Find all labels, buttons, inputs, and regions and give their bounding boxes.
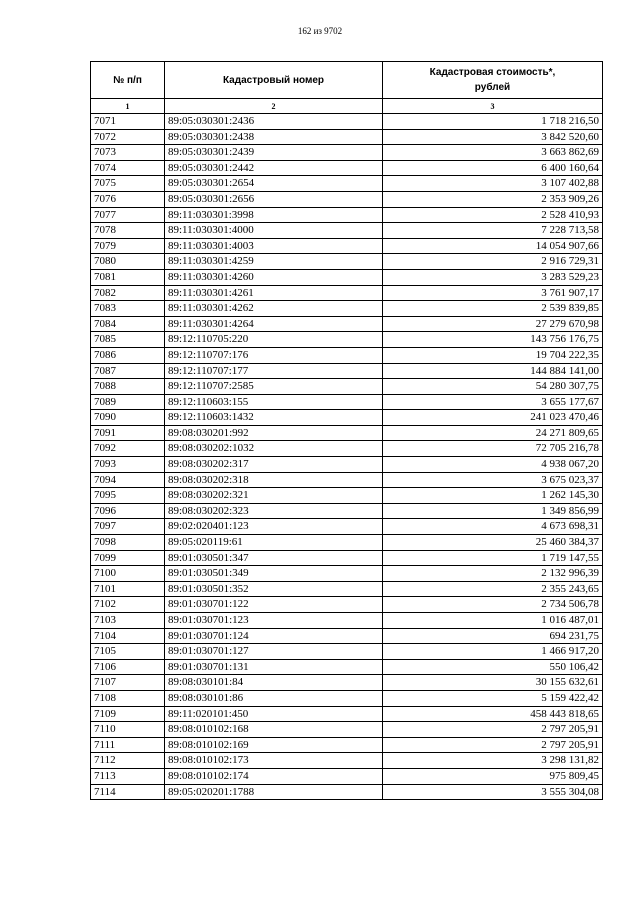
column-number-1: 1 (91, 99, 165, 114)
cadastral-value-cell: 144 884 141,00 (383, 363, 603, 379)
row-number-cell: 7079 (91, 238, 165, 254)
table-body (91, 114, 603, 800)
row-number-cell: 7103 (91, 613, 165, 629)
table-row (91, 628, 603, 644)
table-row (91, 753, 603, 769)
table-row (91, 347, 603, 363)
row-number-cell: 7080 (91, 254, 165, 270)
cadastral-number-cell: 89:05:030301:2439 (165, 145, 383, 161)
column-number-2: 2 (165, 99, 383, 114)
table-row (91, 722, 603, 738)
cadastral-number-cell: 89:05:030301:2654 (165, 176, 383, 192)
cadastral-value-cell: 72 705 216,78 (383, 441, 603, 457)
table-row (91, 597, 603, 613)
cadastral-number-cell: 89:08:010102:173 (165, 753, 383, 769)
cadastral-number-cell: 89:12:110603:155 (165, 394, 383, 410)
row-number-cell: 7098 (91, 535, 165, 551)
table-row (91, 659, 603, 675)
row-number-cell: 7113 (91, 768, 165, 784)
cadastral-number-cell: 89:08:030202:318 (165, 472, 383, 488)
table-row (91, 410, 603, 426)
header-cadastral-value-line2: рублей (474, 82, 511, 93)
row-number-cell: 7085 (91, 332, 165, 348)
row-number-cell: 7088 (91, 379, 165, 395)
header-row-number: № п/п (91, 62, 165, 99)
cadastral-value-cell: 3 655 177,67 (383, 394, 603, 410)
cadastral-value-cell: 2 355 243,65 (383, 581, 603, 597)
cadastral-value-cell: 4 673 698,31 (383, 519, 603, 535)
row-number-cell: 7077 (91, 207, 165, 223)
row-number-cell: 7076 (91, 191, 165, 207)
cadastral-value-cell: 1 016 487,01 (383, 613, 603, 629)
cadastral-number-cell: 89:08:030202:1032 (165, 441, 383, 457)
cadastral-value-cell: 2 132 996,39 (383, 566, 603, 582)
cadastral-number-cell: 89:11:030301:4259 (165, 254, 383, 270)
table-row (91, 176, 603, 192)
table-row (91, 472, 603, 488)
column-number-row (91, 99, 603, 114)
cadastral-number-cell: 89:08:030201:992 (165, 425, 383, 441)
row-number-cell: 7082 (91, 285, 165, 301)
page-number-header: 162 из 9702 (297, 26, 343, 36)
cadastral-number-cell: 89:12:110705:220 (165, 332, 383, 348)
cadastral-number-cell: 89:05:020119:61 (165, 535, 383, 551)
cadastral-number-cell: 89:11:030301:4262 (165, 301, 383, 317)
row-number-cell: 7072 (91, 129, 165, 145)
cadastral-value-cell: 2 528 410,93 (383, 207, 603, 223)
cadastral-value-cell: 3 283 529,23 (383, 269, 603, 285)
row-number-cell: 7101 (91, 581, 165, 597)
table-row (91, 379, 603, 395)
row-number-cell: 7083 (91, 301, 165, 317)
cadastral-value-cell: 30 155 632,61 (383, 675, 603, 691)
cadastral-value-cell: 2 734 506,78 (383, 597, 603, 613)
row-number-cell: 7093 (91, 457, 165, 473)
cadastral-value-cell: 3 675 023,37 (383, 472, 603, 488)
row-number-cell: 7074 (91, 160, 165, 176)
header-cadastral-value (383, 62, 603, 99)
row-number-cell: 7086 (91, 347, 165, 363)
table-row (91, 394, 603, 410)
cadastral-number-cell: 89:11:030301:4264 (165, 316, 383, 332)
row-number-cell: 7105 (91, 644, 165, 660)
table-row (91, 690, 603, 706)
cadastral-value-cell: 975 809,45 (383, 768, 603, 784)
table-row (91, 550, 603, 566)
cadastral-value-cell: 27 279 670,98 (383, 316, 603, 332)
cadastral-number-cell: 89:08:030202:317 (165, 457, 383, 473)
cadastral-value-cell: 241 023 470,46 (383, 410, 603, 426)
cadastral-number-cell: 89:08:030202:321 (165, 488, 383, 504)
cadastral-number-cell: 89:05:020201:1788 (165, 784, 383, 800)
cadastral-value-cell: 3 107 402,88 (383, 176, 603, 192)
row-number-cell: 7096 (91, 503, 165, 519)
table-row (91, 207, 603, 223)
cadastral-value-cell: 3 663 862,69 (383, 145, 603, 161)
cadastral-number-cell: 89:01:030501:352 (165, 581, 383, 597)
cadastral-value-cell: 1 719 147,55 (383, 550, 603, 566)
table-row (91, 285, 603, 301)
cadastral-number-cell: 89:11:030301:4260 (165, 269, 383, 285)
table-row (91, 238, 603, 254)
cadastral-number-cell: 89:01:030701:122 (165, 597, 383, 613)
row-number-cell: 7112 (91, 753, 165, 769)
header-cadastral-value-line1: Кадастровая стоимость*, (429, 67, 556, 78)
table-row (91, 269, 603, 285)
cadastral-number-cell: 89:11:030301:4003 (165, 238, 383, 254)
row-number-cell: 7087 (91, 363, 165, 379)
cadastral-value-cell: 54 280 307,75 (383, 379, 603, 395)
cadastral-value-cell: 3 298 131,82 (383, 753, 603, 769)
row-number-cell: 7111 (91, 737, 165, 753)
row-number-cell: 7104 (91, 628, 165, 644)
cadastral-number-cell: 89:01:030701:131 (165, 659, 383, 675)
table-row (91, 254, 603, 270)
row-number-cell: 7075 (91, 176, 165, 192)
cadastral-number-cell: 89:05:030301:2656 (165, 191, 383, 207)
row-number-cell: 7081 (91, 269, 165, 285)
row-number-cell: 7091 (91, 425, 165, 441)
table-row (91, 160, 603, 176)
cadastral-number-cell: 89:01:030701:123 (165, 613, 383, 629)
row-number-cell: 7095 (91, 488, 165, 504)
cadastral-number-cell: 89:02:020401:123 (165, 519, 383, 535)
cadastral-value-cell: 3 842 520,60 (383, 129, 603, 145)
table-row (91, 129, 603, 145)
cadastral-value-cell: 1 466 917,20 (383, 644, 603, 660)
table-row (91, 316, 603, 332)
row-number-cell: 7102 (91, 597, 165, 613)
cadastral-value-cell: 2 916 729,31 (383, 254, 603, 270)
table-row (91, 114, 603, 130)
table-row (91, 425, 603, 441)
cadastral-value-cell: 143 756 176,75 (383, 332, 603, 348)
cadastral-number-cell: 89:11:030301:4261 (165, 285, 383, 301)
cadastral-value-cell: 2 797 205,91 (383, 722, 603, 738)
table-row (91, 363, 603, 379)
cadastral-value-cell: 1 349 856,99 (383, 503, 603, 519)
table-row (91, 675, 603, 691)
row-number-cell: 7110 (91, 722, 165, 738)
table-row (91, 566, 603, 582)
row-number-cell: 7094 (91, 472, 165, 488)
table-row (91, 706, 603, 722)
cadastral-value-cell: 24 271 809,65 (383, 425, 603, 441)
table-row (91, 644, 603, 660)
cadastral-number-cell: 89:12:110707:177 (165, 363, 383, 379)
row-number-cell: 7097 (91, 519, 165, 535)
table-row (91, 784, 603, 800)
cadastral-number-cell: 89:12:110707:176 (165, 347, 383, 363)
table-row (91, 581, 603, 597)
row-number-cell: 7092 (91, 441, 165, 457)
row-number-cell: 7071 (91, 114, 165, 130)
cadastral-value-cell: 694 231,75 (383, 628, 603, 644)
cadastral-number-cell: 89:05:030301:2442 (165, 160, 383, 176)
cadastral-value-cell: 3 761 907,17 (383, 285, 603, 301)
cadastral-number-cell: 89:05:030301:2436 (165, 114, 383, 130)
table-row (91, 301, 603, 317)
cadastral-number-cell: 89:11:030301:4000 (165, 223, 383, 239)
cadastral-value-cell: 19 704 222,35 (383, 347, 603, 363)
row-number-cell: 7089 (91, 394, 165, 410)
cadastral-number-cell: 89:12:110707:2585 (165, 379, 383, 395)
table-row (91, 503, 603, 519)
cadastral-value-cell: 14 054 907,66 (383, 238, 603, 254)
row-number-cell: 7109 (91, 706, 165, 722)
table-row (91, 519, 603, 535)
row-number-cell: 7078 (91, 223, 165, 239)
cadastral-number-cell: 89:01:030501:347 (165, 550, 383, 566)
cadastral-value-cell: 1 262 145,30 (383, 488, 603, 504)
table-row (91, 768, 603, 784)
row-number-cell: 7090 (91, 410, 165, 426)
table-row (91, 145, 603, 161)
row-number-cell: 7099 (91, 550, 165, 566)
column-number-3: 3 (383, 99, 603, 114)
cadastral-number-cell: 89:11:030301:3998 (165, 207, 383, 223)
cadastral-value-cell: 6 400 160,64 (383, 160, 603, 176)
row-number-cell: 7107 (91, 675, 165, 691)
cadastral-number-cell: 89:08:030101:84 (165, 675, 383, 691)
cadastral-number-cell: 89:05:030301:2438 (165, 129, 383, 145)
table-row (91, 535, 603, 551)
cadastral-number-cell: 89:01:030501:349 (165, 566, 383, 582)
cadastral-number-cell: 89:08:030202:323 (165, 503, 383, 519)
table-row (91, 613, 603, 629)
table-row (91, 191, 603, 207)
cadastral-value-cell: 4 938 067,20 (383, 457, 603, 473)
cadastral-number-cell: 89:12:110603:1432 (165, 410, 383, 426)
cadastral-value-cell: 1 718 216,50 (383, 114, 603, 130)
cadastral-value-cell: 5 159 422,42 (383, 690, 603, 706)
cadastral-number-cell: 89:01:030701:127 (165, 644, 383, 660)
row-number-cell: 7106 (91, 659, 165, 675)
cadastral-value-cell: 2 353 909,26 (383, 191, 603, 207)
cadastral-number-cell: 89:08:010102:168 (165, 722, 383, 738)
table-row (91, 441, 603, 457)
row-number-cell: 7100 (91, 566, 165, 582)
row-number-cell: 7114 (91, 784, 165, 800)
cadastral-number-cell: 89:08:010102:174 (165, 768, 383, 784)
cadastral-number-cell: 89:08:010102:169 (165, 737, 383, 753)
table-row (91, 737, 603, 753)
cadastral-value-cell: 2 539 839,85 (383, 301, 603, 317)
cadastral-value-cell: 458 443 818,65 (383, 706, 603, 722)
row-number-cell: 7084 (91, 316, 165, 332)
cadastral-number-cell: 89:11:020101:450 (165, 706, 383, 722)
header-cadastral-number: Кадастровый номер (165, 62, 383, 99)
table-row (91, 223, 603, 239)
cadastral-value-cell: 7 228 713,58 (383, 223, 603, 239)
table-header-row (91, 62, 603, 99)
cadastral-value-cell: 3 555 304,08 (383, 784, 603, 800)
cadastral-value-cell: 2 797 205,91 (383, 737, 603, 753)
row-number-cell: 7073 (91, 145, 165, 161)
table-row (91, 332, 603, 348)
cadastral-number-cell: 89:08:030101:86 (165, 690, 383, 706)
table-row (91, 457, 603, 473)
cadastral-value-table (90, 61, 603, 800)
row-number-cell: 7108 (91, 690, 165, 706)
cadastral-value-cell: 25 460 384,37 (383, 535, 603, 551)
table-row (91, 488, 603, 504)
cadastral-number-cell: 89:01:030701:124 (165, 628, 383, 644)
cadastral-value-cell: 550 106,42 (383, 659, 603, 675)
